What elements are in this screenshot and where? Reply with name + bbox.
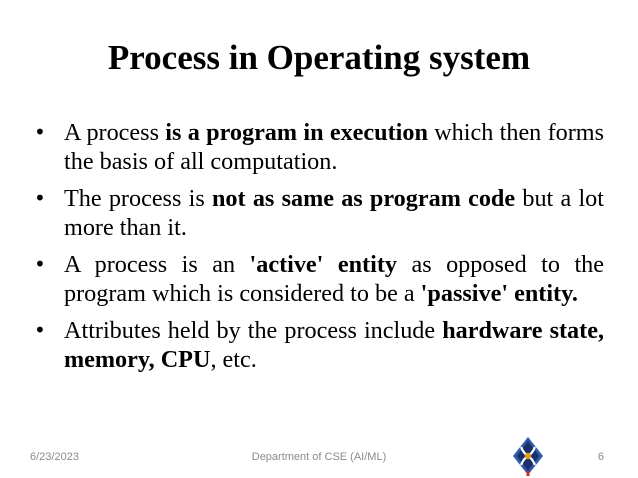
- bullet-text: Attributes held by the process include hardware state, memory, CPU, etc.: [64, 317, 604, 373]
- page-number: 6: [597, 451, 604, 463]
- slide-title: Process in Operating system: [107, 38, 531, 77]
- bullet-icon: •: [34, 186, 46, 210]
- bullet-text: The process is not as same as program code but a lot more than it.: [64, 185, 604, 241]
- footer-date: 6/23/2023: [30, 451, 79, 463]
- bullet-item: [34, 316, 604, 374]
- bullet-item: [34, 118, 604, 176]
- bullet-icon: •: [34, 318, 46, 342]
- bullet-text: A process is a program in execution which then forms the basis of all computation.: [64, 119, 605, 175]
- bullet-text: A process is an 'active' entity as opposed to the program which is considered to be a 'passive' entity.: [64, 251, 604, 307]
- bullet-list: [34, 118, 604, 382]
- institution-logo-icon: [511, 435, 545, 477]
- footer-department: Department of CSE (AI/ML): [251, 451, 387, 463]
- bullet-item: [34, 250, 604, 308]
- bullet-item: [34, 184, 604, 242]
- bullet-icon: •: [34, 252, 46, 276]
- bullet-icon: •: [34, 120, 46, 144]
